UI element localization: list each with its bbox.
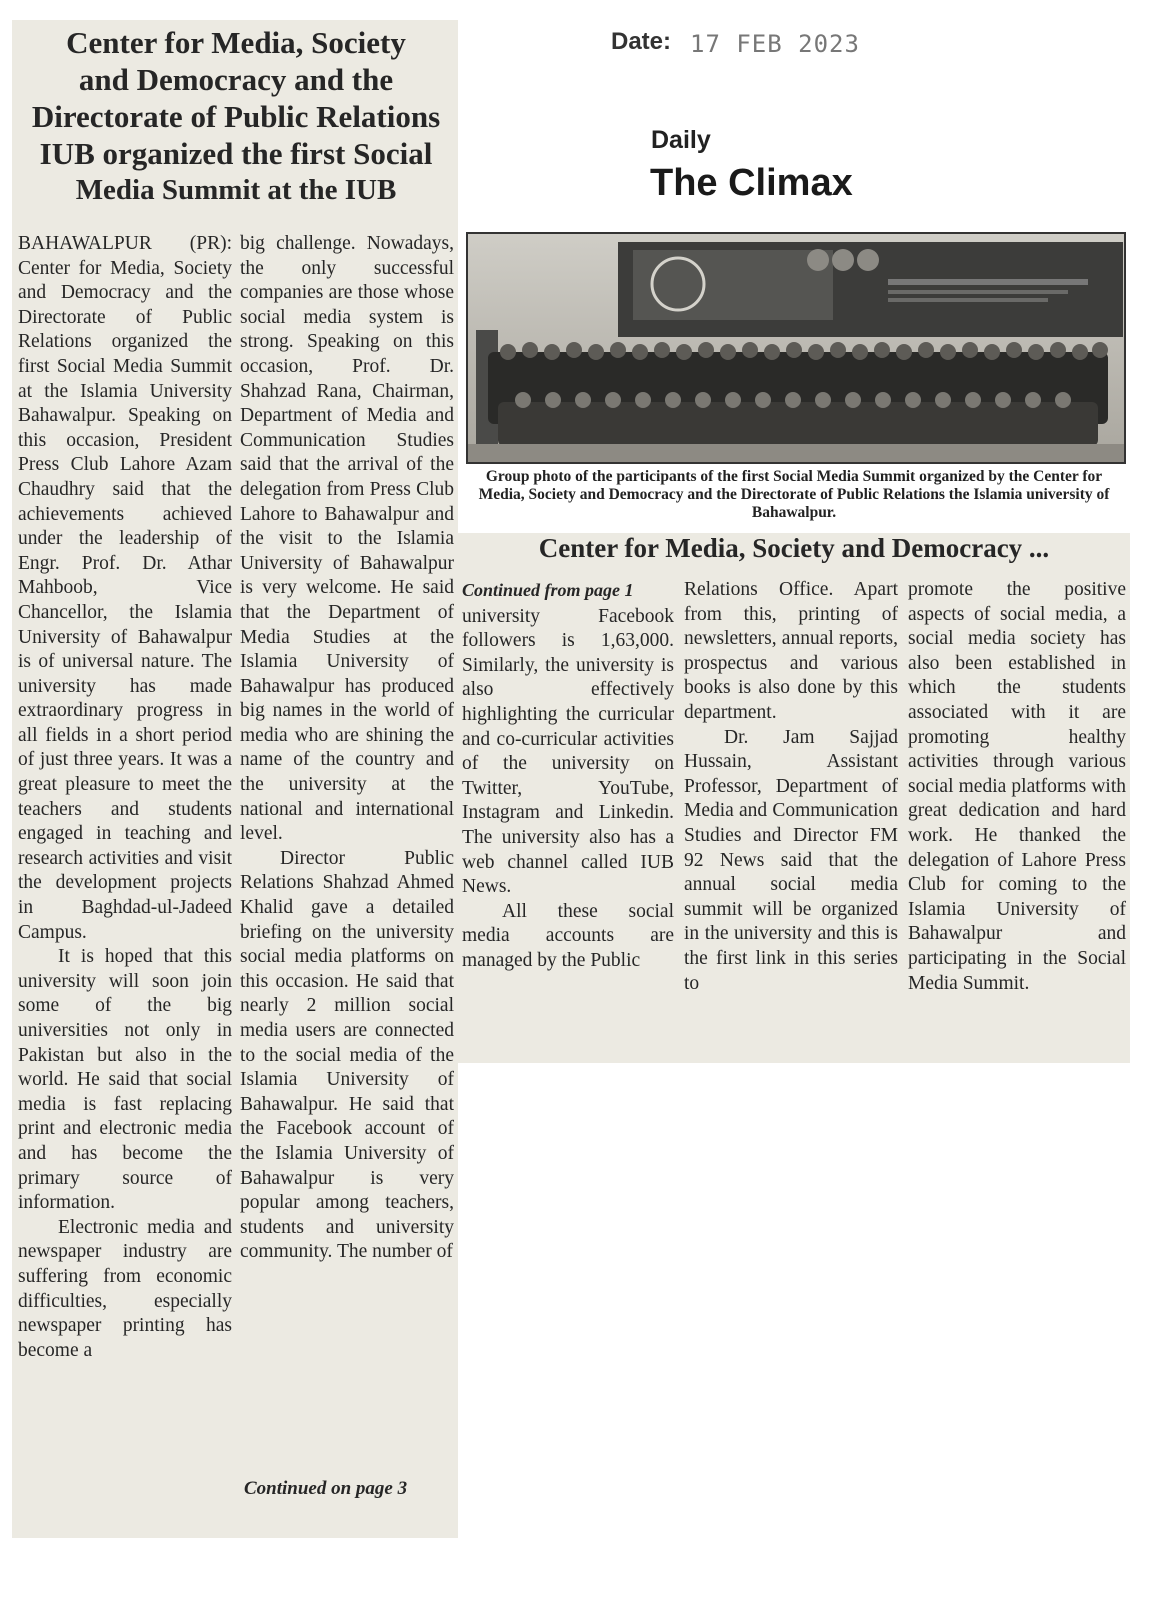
newspaper-name: The Climax bbox=[650, 162, 853, 204]
date-stamp: 17 FEB 2023 bbox=[690, 30, 860, 58]
continued-on-label: Continued on page 3 bbox=[244, 1478, 408, 1499]
article-paragraph: Relations Office. Apart from this, printing of newsletters, annual reports, prospectus and various books is also done by this department. bbox=[684, 579, 898, 723]
headline-line: IUB organized the first Social bbox=[39, 136, 433, 171]
headline-line: and Democracy and the bbox=[78, 62, 394, 97]
continued-from-label: Continued from page 1 bbox=[462, 580, 634, 600]
article-paragraph: It is hoped that this university will soon join some of the big universities not only in Pakistan but also in the world. He said that social media is fast replacing print and electronic media and has become the primary source of information. bbox=[18, 946, 232, 1214]
article-paragraph: Dr. Jam Sajjad Hussain, Assistant Professor, Department of Media and Communication Studies and Director FM 92 News said that the annual social media summit will be organized in the university and this is the first link in this series to bbox=[684, 726, 898, 994]
group-photo bbox=[466, 232, 1126, 464]
article-paragraph: promote the positive aspects of social media, a social media society has also been established in which the students associated with it are promoting healthy activities through various social media platforms with great dedication and hard work. He thanked the delegation of Lahore Press Club for coming to the Islamia University of Bahawalpur and participating in the Social Media Summit. bbox=[908, 579, 1126, 994]
continuation-column-1 bbox=[462, 578, 674, 974]
article-paragraph: BAHAWALPUR (PR): Center for Media, Society and Democracy and the Directorate of Public Relations organized the first Social Media Summit at the Islamia University Bahawalpur. Speaking on this occasion, President Press Club Lahore Azam Chaudhry said that the achievements achieved under the leadership of Engr. Prof. Dr. Athar Mahboob, Vice Chancellor, the Islamia University of Bahawalpur is of universal nature. The university has made extraordinary progress in all fields in a short period of just three years. It was a great pleasure to meet the teachers and students engaged in teaching and research activities and visit the development projects in Baghdad-ul-Jadeed Campus. bbox=[18, 233, 232, 943]
continuation-column-3 bbox=[908, 578, 1126, 996]
headline-line: Center for Media, Society bbox=[66, 25, 406, 60]
article-paragraph: Director Public Relations Shahzad Ahmed Khalid gave a detailed briefing on the university social media platforms on this occasion. He said that nearly 2 million social media users are connected to the social media of the Islamia University of Bahawalpur. He said that the Facebook account of the Islamia University of Bahawalpur is very popular among teachers, students and university community. The number of bbox=[240, 847, 454, 1263]
date-label: Date: bbox=[611, 28, 672, 55]
group-photo-illustration bbox=[468, 234, 1124, 462]
article-paragraph: All these social media accounts are managed by the Public bbox=[462, 900, 674, 971]
article-paragraph: Electronic media and newspaper industry are suffering from economic difficulties, especially newspaper printing has become a bbox=[18, 1216, 232, 1361]
newspaper-frequency: Daily bbox=[651, 126, 711, 154]
article-headline bbox=[18, 24, 454, 209]
continuation-headline: Center for Media, Society and Democracy ... bbox=[538, 533, 1050, 563]
headline-line: Directorate of Public Relations bbox=[31, 99, 441, 134]
article-paragraph: university Facebook followers is 1,63,000. Similarly, the university is also effectively highlighting the curricular and co-curricular activities of the university on Twitter, YouTube, Instagram and Linkedin. The university also has a web channel called IUB News. bbox=[462, 605, 674, 898]
photo-caption: Group photo of the participants of the first Social Media Summit organized by the Center for Media, Society and Democracy and the Directorate of Public Relations the Islamia university of Bahawalpur. bbox=[478, 468, 1110, 521]
article-paragraph: big challenge. Nowadays, the only successful companies are those whose social media system is strong. Speaking on this occasion, Prof. Dr. Shahzad Rana, Chairman, Department of Media and Communication Studies said that the arrival of the delegation from Press Club Lahore to Bahawalpur and the visit to the Islamia University of Bahawalpur is very welcome. He said that the Department of Media Studies at the Islamia University of Bahawalpur has produced big names in the world of media who are shining the name of the country and the university at the national and international level. bbox=[240, 233, 454, 845]
article-column-2 bbox=[240, 232, 454, 1265]
headline-line: Media Summit at the IUB bbox=[75, 174, 397, 206]
article-column-1 bbox=[18, 232, 232, 1363]
continuation-column-2 bbox=[684, 578, 898, 996]
